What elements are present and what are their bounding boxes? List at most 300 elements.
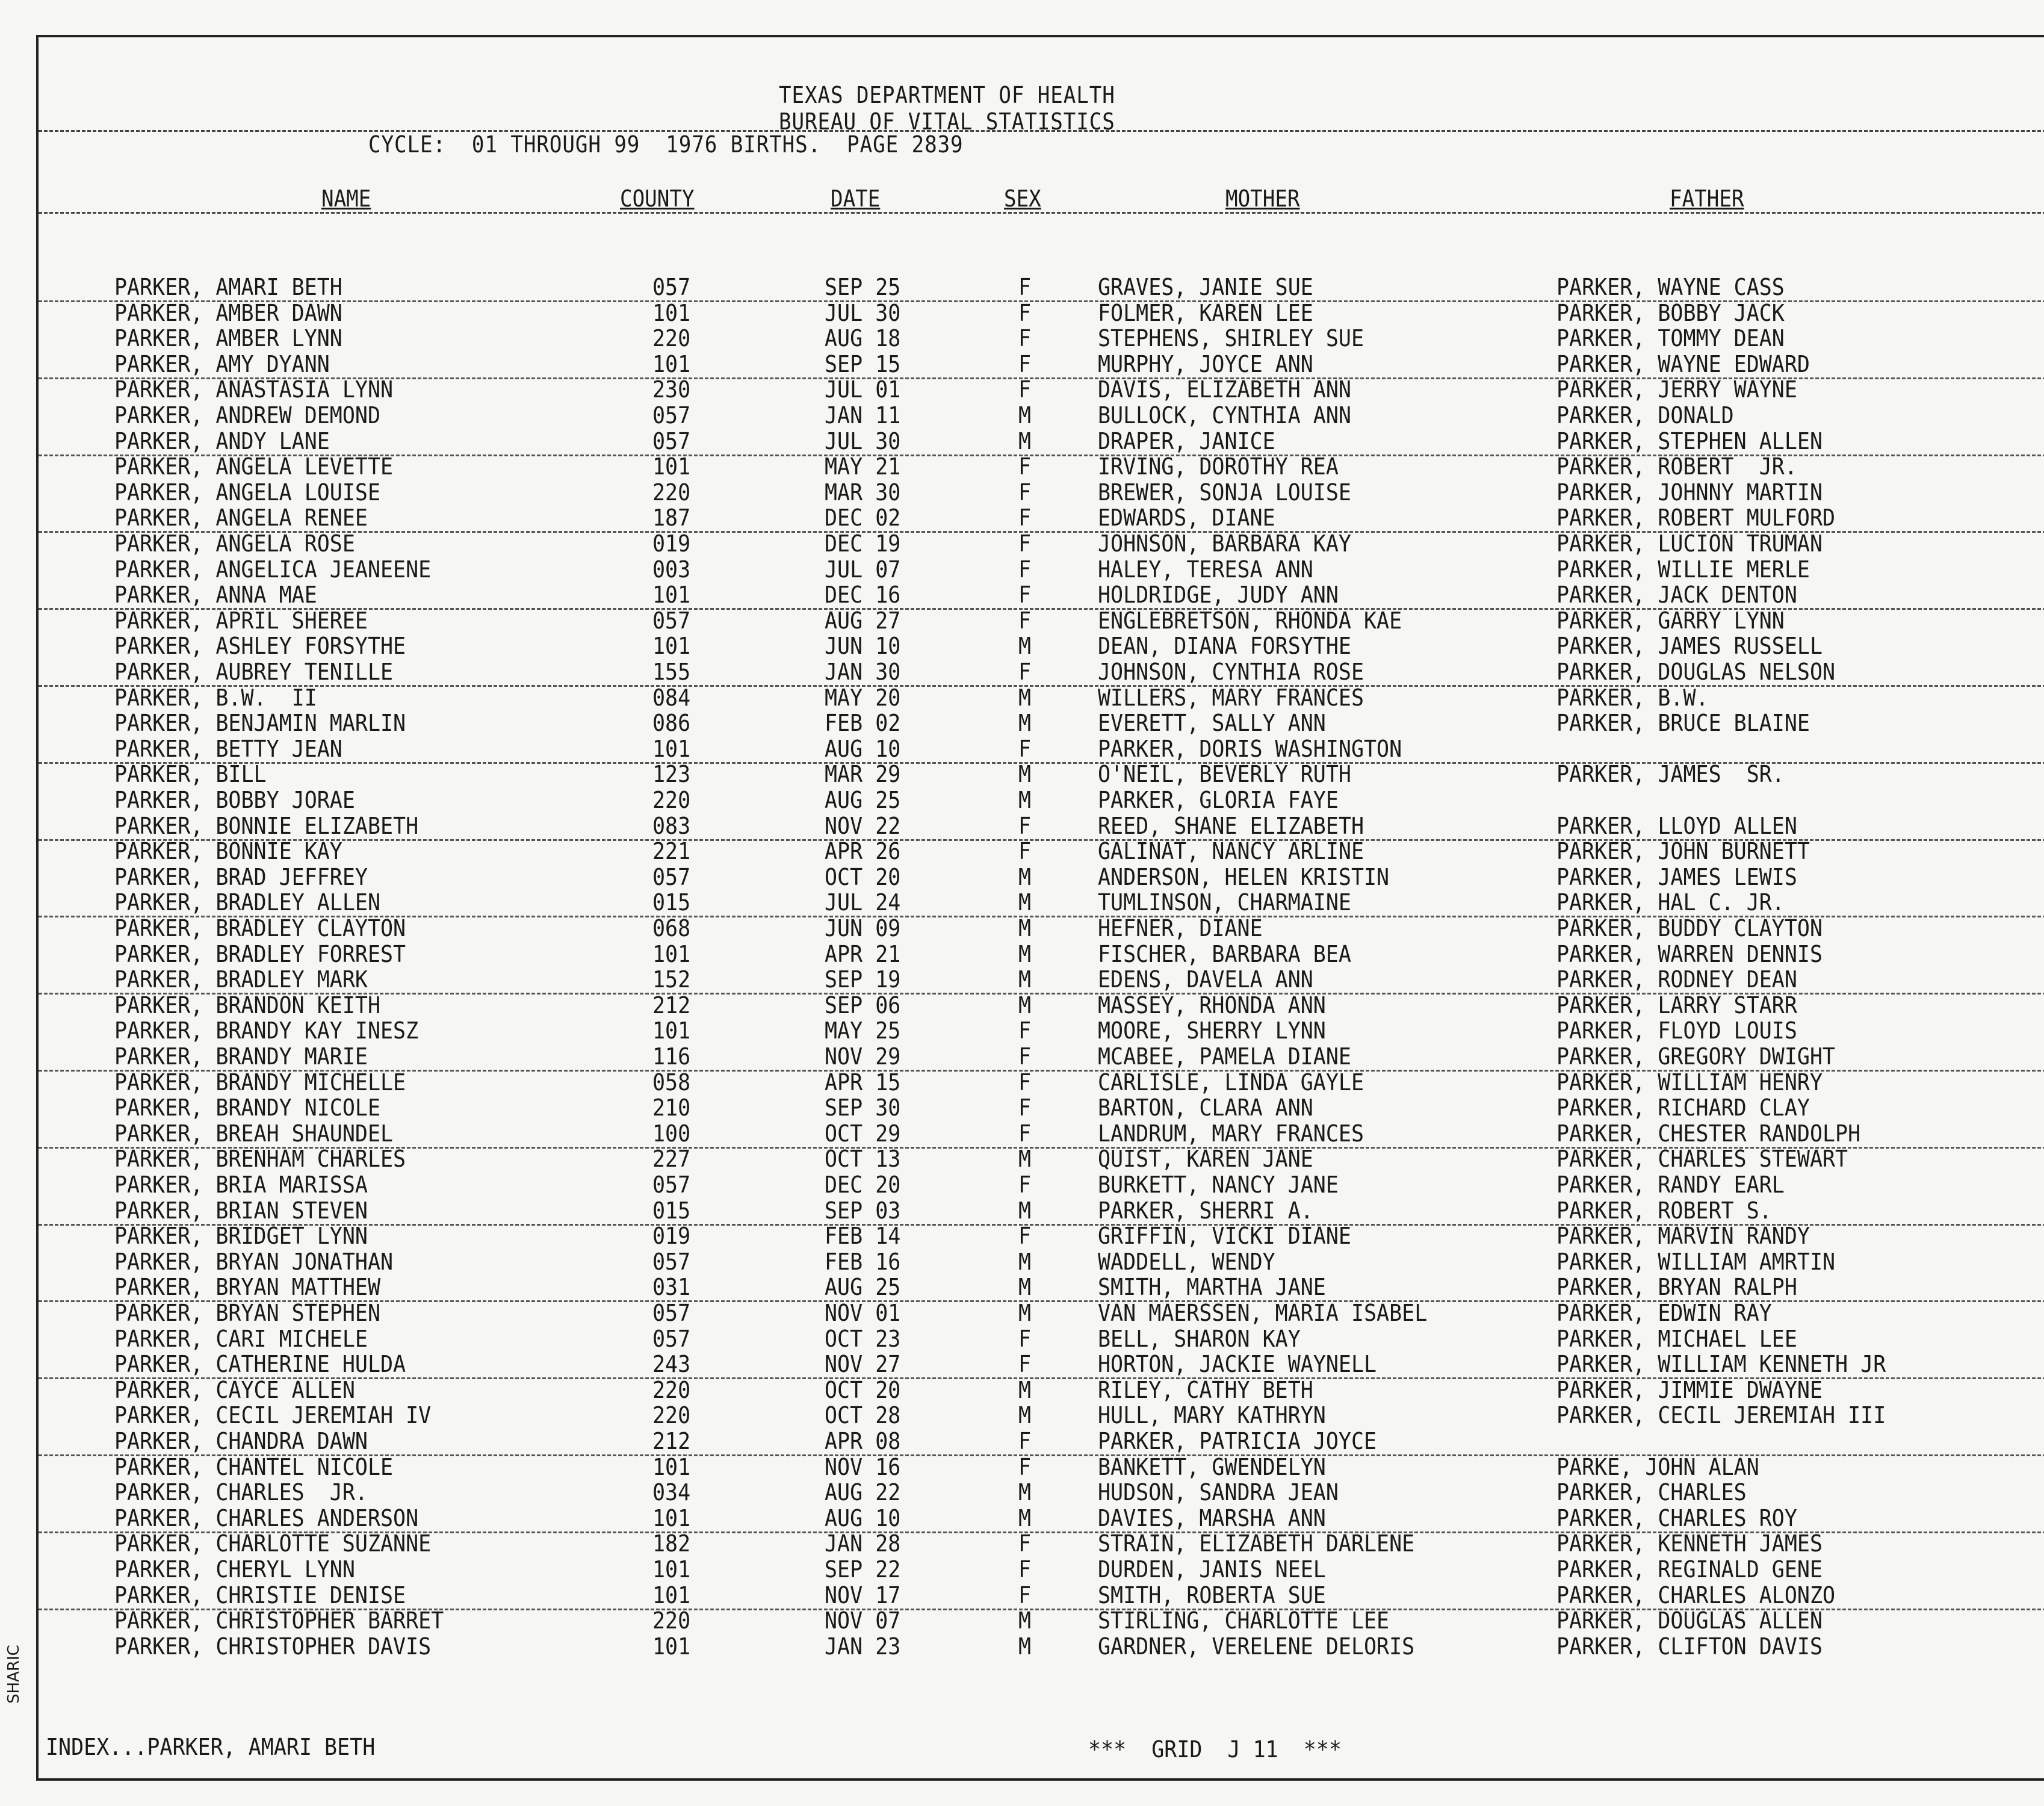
cell-sex: M — [1018, 890, 1032, 916]
cell-father: PARKER, B.W. — [1556, 684, 1709, 711]
cell-name: PARKER, BREAH SHAUNDEL — [114, 1120, 394, 1147]
table-row — [39, 1146, 2044, 1172]
cell-sex: M — [1018, 1249, 1032, 1275]
cell-name: PARKER, ANASTASIA LYNN — [114, 377, 394, 403]
cell-father: PARKER, WILLIE MERLE — [1556, 556, 1810, 583]
cell-mother: FOLMER, KAREN LEE — [1098, 300, 1313, 326]
table-row — [39, 967, 2044, 995]
cell-sex: F — [1018, 531, 1032, 557]
cell-father: PARKER, STEPHEN ALLEN — [1556, 428, 1823, 455]
cell-father: PARKER, FLOYD LOUIS — [1556, 1018, 1797, 1044]
cell-mother: ENGLEBRETSON, RHONDA KAE — [1098, 607, 1402, 634]
cell-sex: F — [1018, 326, 1032, 352]
cell-name: PARKER, ANGELA ROSE — [114, 531, 355, 557]
table-row — [39, 480, 2044, 506]
cell-father: PARKER, DOUGLAS NELSON — [1556, 659, 1836, 685]
table-row — [39, 352, 2044, 379]
cell-date: NOV 07 — [825, 1608, 901, 1634]
table-row — [39, 1506, 2044, 1533]
table-row — [39, 1454, 2044, 1480]
cell-date: NOV 01 — [825, 1300, 901, 1326]
table-row — [39, 1531, 2044, 1557]
cell-date: JUL 30 — [825, 428, 901, 455]
cell-name: PARKER, BRANDON KEITH — [114, 992, 381, 1019]
table-row — [39, 1249, 2044, 1275]
cell-county: 227 — [652, 1146, 691, 1173]
cell-county: 019 — [652, 531, 691, 557]
cell-date: FEB 16 — [825, 1249, 901, 1275]
cell-name: PARKER, ANDY LANE — [114, 428, 330, 455]
cell-mother: VAN MAERSSEN, MARIA ISABEL — [1098, 1300, 1428, 1326]
table-row — [39, 1351, 2044, 1379]
cell-date: APR 08 — [825, 1429, 901, 1454]
cell-mother: DURDEN, JANIS NEEL — [1098, 1557, 1326, 1583]
cell-date: DEC 20 — [825, 1172, 901, 1198]
cell-sex: M — [1018, 1377, 1032, 1403]
cell-county: 101 — [652, 300, 691, 326]
cell-county: 187 — [652, 505, 691, 532]
cell-name: PARKER, AMY DYANN — [114, 351, 330, 377]
cell-date: SEP 30 — [825, 1095, 901, 1122]
cell-father: PARKER, CHARLES — [1556, 1480, 1747, 1506]
document-sheet — [36, 35, 2044, 1781]
cell-name: PARKER, BENJAMIN MARLIN — [114, 710, 406, 737]
cell-date: FEB 14 — [825, 1223, 901, 1250]
cell-sex: M — [1018, 1197, 1032, 1224]
cell-county: 243 — [652, 1351, 691, 1378]
header-rule — [39, 130, 2044, 132]
cell-mother: RILEY, CATHY BETH — [1098, 1377, 1313, 1403]
cycle-line: CYCLE: 01 THROUGH 99 1976 BIRTHS. PAGE 2839 — [368, 131, 964, 158]
cell-mother: BANKETT, GWENDELYN — [1098, 1454, 1326, 1480]
cell-name: PARKER, APRIL SHEREE — [114, 607, 368, 634]
cell-county: 220 — [652, 787, 691, 813]
cell-sex: F — [1018, 377, 1032, 403]
cell-date: NOV 17 — [825, 1582, 901, 1609]
cell-mother: FISCHER, BARBARA BEA — [1098, 941, 1351, 967]
cell-father: PARKER, JAMES LEWIS — [1556, 864, 1797, 890]
cell-father: PARKER, WARREN DENNIS — [1556, 941, 1823, 967]
cell-mother: LANDRUM, MARY FRANCES — [1098, 1120, 1364, 1147]
cell-father: PARKER, ROBERT MULFORD — [1556, 505, 1836, 532]
cell-sex: F — [1018, 1120, 1032, 1147]
cell-mother: MOORE, SHERRY LYNN — [1098, 1018, 1326, 1044]
column-headers — [39, 185, 2044, 213]
column-header-rule — [39, 212, 2044, 214]
cell-county: 220 — [652, 1608, 691, 1634]
cell-sex: F — [1018, 1044, 1032, 1070]
cell-sex: F — [1018, 1069, 1032, 1096]
cell-father: PARKER, WILLIAM HENRY — [1556, 1069, 1823, 1096]
cell-date: AUG 18 — [825, 326, 901, 352]
cell-father: PARKER, WAYNE CASS — [1556, 275, 1785, 300]
cell-sex: F — [1018, 1018, 1032, 1044]
cell-father: PARKER, JAMES SR. — [1556, 762, 1785, 788]
cell-date: OCT 20 — [825, 1377, 901, 1403]
cell-name: PARKER, ANGELA LEVETTE — [114, 454, 394, 480]
cell-mother: SMITH, ROBERTA SUE — [1098, 1582, 1326, 1609]
table-row — [39, 1480, 2044, 1506]
cell-date: MAY 20 — [825, 684, 901, 711]
cell-date: NOV 22 — [825, 813, 901, 839]
cell-sex: M — [1018, 1633, 1032, 1660]
cell-father: PARKER, BUDDY CLAYTON — [1556, 916, 1823, 942]
cell-name: PARKER, CHANDRA DAWN — [114, 1429, 368, 1454]
table-row — [39, 505, 2044, 533]
cell-name: PARKER, BRADLEY FORREST — [114, 941, 406, 967]
cell-sex: M — [1018, 864, 1032, 890]
cell-name: PARKER, BRADLEY ALLEN — [114, 890, 381, 916]
cell-father: PARKER, BOBBY JACK — [1556, 300, 1785, 326]
cell-name: PARKER, BRANDY MARIE — [114, 1044, 368, 1070]
cell-county: 152 — [652, 967, 691, 993]
table-row — [39, 762, 2044, 787]
cell-sex: F — [1018, 556, 1032, 583]
cell-mother: HEFNER, DIANE — [1098, 916, 1263, 942]
cell-sex: F — [1018, 1172, 1032, 1198]
cell-sex: M — [1018, 787, 1032, 813]
cell-sex: M — [1018, 1403, 1032, 1429]
cell-mother: PARKER, DORIS WASHINGTON — [1098, 736, 1402, 762]
table-row — [39, 1429, 2044, 1456]
cell-mother: MURPHY, JOYCE ANN — [1098, 351, 1313, 377]
cell-mother: CARLISLE, LINDA GAYLE — [1098, 1069, 1364, 1096]
cell-mother: BARTON, CLARA ANN — [1098, 1095, 1313, 1122]
cell-county: 101 — [652, 941, 691, 967]
cell-name: PARKER, CHANTEL NICOLE — [114, 1454, 394, 1480]
cell-father: PARKE, JOHN ALAN — [1556, 1454, 1759, 1480]
cell-county: 210 — [652, 1095, 691, 1122]
cell-county: 101 — [652, 1454, 691, 1480]
cell-name: PARKER, ANGELICA JEANEENE — [114, 556, 432, 583]
cell-date: SEP 06 — [825, 992, 901, 1019]
cell-county: 101 — [652, 1633, 691, 1660]
cell-mother: STRAIN, ELIZABETH DARLENE — [1098, 1531, 1415, 1557]
cell-county: 057 — [652, 864, 691, 890]
side-label: SHARIC — [5, 1645, 23, 1704]
cell-date: SEP 03 — [825, 1197, 901, 1224]
cell-sex: F — [1018, 1531, 1032, 1557]
cell-name: PARKER, BOBBY JORAE — [114, 787, 355, 813]
table-row — [39, 1198, 2044, 1226]
cell-name: PARKER, CHERYL LYNN — [114, 1557, 355, 1583]
cell-date: JAN 23 — [825, 1633, 901, 1660]
cell-mother: BULLOCK, CYNTHIA ANN — [1098, 403, 1351, 429]
cell-sex: F — [1018, 454, 1032, 480]
cell-mother: BELL, SHARON KAY — [1098, 1326, 1301, 1352]
table-row — [39, 531, 2044, 557]
cell-date: MAY 21 — [825, 454, 901, 480]
cell-county: 057 — [652, 403, 691, 429]
cell-father: PARKER, ROBERT S. — [1556, 1197, 1772, 1224]
cell-father: PARKER, CHARLES STEWART — [1556, 1146, 1848, 1173]
cell-father: PARKER, LLOYD ALLEN — [1556, 813, 1797, 839]
cell-date: JUL 24 — [825, 890, 901, 916]
cell-father: PARKER, DONALD — [1556, 403, 1734, 429]
cell-father: PARKER, JACK DENTON — [1556, 582, 1797, 609]
cell-mother: EDWARDS, DIANE — [1098, 505, 1275, 532]
cell-date: OCT 13 — [825, 1146, 901, 1173]
table-row — [39, 1121, 2044, 1149]
table-row — [39, 454, 2044, 480]
cell-county: 015 — [652, 1197, 691, 1224]
cell-name: PARKER, BRADLEY MARK — [114, 967, 368, 993]
cell-county: 057 — [652, 275, 691, 300]
cell-father: PARKER, JAMES RUSSELL — [1556, 633, 1823, 660]
cell-mother: STIRLING, CHARLOTTE LEE — [1098, 1608, 1390, 1634]
cell-sex: M — [1018, 684, 1032, 711]
cell-sex: M — [1018, 1146, 1032, 1173]
cell-father: PARKER, WAYNE EDWARD — [1556, 351, 1810, 377]
cell-county: 212 — [652, 1429, 691, 1454]
cell-mother: EDENS, DAVELA ANN — [1098, 967, 1313, 993]
cell-mother: HOLDRIDGE, JUDY ANN — [1098, 582, 1339, 609]
column-header-mother: MOTHER — [1225, 185, 1300, 212]
cell-sex: F — [1018, 839, 1032, 865]
cell-date: APR 21 — [825, 941, 901, 967]
cell-mother: GALINAT, NANCY ARLINE — [1098, 839, 1364, 865]
cell-father: PARKER, DOUGLAS ALLEN — [1556, 1608, 1823, 1634]
cell-mother: SMITH, MARTHA JANE — [1098, 1274, 1326, 1301]
column-header-name: NAME — [321, 185, 371, 212]
cell-sex: M — [1018, 992, 1032, 1019]
cell-mother: EVERETT, SALLY ANN — [1098, 710, 1326, 737]
cell-date: DEC 16 — [825, 582, 901, 609]
cell-sex: F — [1018, 1223, 1032, 1250]
cell-father: PARKER, WILLIAM KENNETH JR — [1556, 1351, 1886, 1378]
cell-mother: ANDERSON, HELEN KRISTIN — [1098, 864, 1390, 890]
cell-name: PARKER, BRAD JEFFREY — [114, 864, 368, 890]
cell-date: AUG 25 — [825, 787, 901, 813]
cell-sex: M — [1018, 941, 1032, 967]
cell-name: PARKER, BRIAN STEVEN — [114, 1197, 368, 1224]
cell-mother: DAVIES, MARSHA ANN — [1098, 1505, 1326, 1531]
table-row — [39, 582, 2044, 610]
cell-father: PARKER, LUCION TRUMAN — [1556, 531, 1823, 557]
cell-name: PARKER, CHRISTOPHER BARRET — [114, 1608, 444, 1634]
cell-sex: F — [1018, 582, 1032, 609]
cell-county: 101 — [652, 1557, 691, 1583]
cell-date: SEP 25 — [825, 275, 901, 300]
cell-sex: M — [1018, 710, 1032, 737]
cell-county: 155 — [652, 659, 691, 685]
cell-name: PARKER, CHRISTIE DENISE — [114, 1582, 406, 1609]
table-row — [39, 1223, 2044, 1249]
cell-mother: HUDSON, SANDRA JEAN — [1098, 1480, 1339, 1506]
cell-name: PARKER, ASHLEY FORSYTHE — [114, 633, 406, 660]
table-row — [39, 916, 2044, 942]
cell-mother: HORTON, JACKIE WAYNELL — [1098, 1351, 1377, 1378]
table-row — [39, 710, 2044, 736]
cell-county: 057 — [652, 428, 691, 455]
cell-date: JUN 09 — [825, 916, 901, 942]
cell-date: MAR 29 — [825, 762, 901, 788]
cell-sex: F — [1018, 300, 1032, 326]
column-header-county: COUNTY — [620, 185, 695, 212]
cell-father: PARKER, BRUCE BLAINE — [1556, 710, 1810, 737]
table-row — [39, 1044, 2044, 1072]
cell-name: PARKER, BRIDGET LYNN — [114, 1223, 368, 1250]
cell-name: PARKER, BRYAN STEPHEN — [114, 1300, 381, 1326]
cell-mother: MASSEY, RHONDA ANN — [1098, 992, 1326, 1019]
cell-name: PARKER, BRYAN MATTHEW — [114, 1274, 381, 1301]
cell-father: PARKER, GARRY LYNN — [1556, 607, 1785, 634]
cell-date: AUG 10 — [825, 736, 901, 762]
cell-father: PARKER, CHESTER RANDOLPH — [1556, 1120, 1861, 1147]
table-row — [39, 275, 2044, 302]
cell-county: 182 — [652, 1531, 691, 1557]
cell-date: JUL 30 — [825, 300, 901, 326]
cell-sex: M — [1018, 1300, 1032, 1326]
grid-footer: *** GRID J 11 *** — [1088, 1736, 1342, 1763]
cell-father: PARKER, CHARLES ALONZO — [1556, 1582, 1836, 1609]
cell-father: PARKER, KENNETH JAMES — [1556, 1531, 1823, 1557]
cell-name: PARKER, BONNIE KAY — [114, 839, 342, 865]
cell-sex: M — [1018, 633, 1032, 660]
cell-mother: GRIFFIN, VICKI DIANE — [1098, 1223, 1351, 1250]
cell-father: PARKER, WILLIAM AMRTIN — [1556, 1249, 1836, 1275]
cell-name: PARKER, CHARLES ANDERSON — [114, 1505, 419, 1531]
cell-mother: STEPHENS, SHIRLEY SUE — [1098, 326, 1364, 352]
cell-name: PARKER, CHRISTOPHER DAVIS — [114, 1633, 432, 1660]
table-row — [39, 864, 2044, 890]
cell-mother: WILLERS, MARY FRANCES — [1098, 684, 1364, 711]
cell-date: APR 26 — [825, 839, 901, 865]
cell-mother: WADDELL, WENDY — [1098, 1249, 1275, 1275]
cell-county: 220 — [652, 1403, 691, 1429]
cell-date: OCT 23 — [825, 1326, 901, 1352]
cell-name: PARKER, CARI MICHELE — [114, 1326, 368, 1352]
cell-name: PARKER, ANGELA RENEE — [114, 505, 368, 532]
cell-father: PARKER, JOHNNY MARTIN — [1556, 479, 1823, 506]
cell-father: PARKER, RICHARD CLAY — [1556, 1095, 1810, 1122]
cell-father: PARKER, GREGORY DWIGHT — [1556, 1044, 1836, 1070]
cell-sex: M — [1018, 967, 1032, 993]
table-row — [39, 993, 2044, 1019]
cell-county: 031 — [652, 1274, 691, 1301]
cell-date: SEP 19 — [825, 967, 901, 993]
table-row — [39, 1300, 2044, 1326]
cell-sex: M — [1018, 403, 1032, 429]
cell-mother: QUIST, KAREN JANE — [1098, 1146, 1313, 1173]
cell-mother: PARKER, SHERRI A. — [1098, 1197, 1313, 1224]
cell-mother: JOHNSON, CYNTHIA ROSE — [1098, 659, 1364, 685]
cell-date: MAR 30 — [825, 479, 901, 506]
cell-county: 101 — [652, 351, 691, 377]
cell-county: 212 — [652, 992, 691, 1019]
cell-county: 101 — [652, 454, 691, 480]
cell-county: 019 — [652, 1223, 691, 1250]
cell-name: PARKER, CHARLES JR. — [114, 1480, 368, 1506]
cell-mother: DEAN, DIANA FORSYTHE — [1098, 633, 1351, 660]
cell-name: PARKER, BRANDY KAY INESZ — [114, 1018, 419, 1044]
table-row — [39, 1377, 2044, 1403]
cell-county: 220 — [652, 1377, 691, 1403]
cell-date: OCT 20 — [825, 864, 901, 890]
cell-name: PARKER, BONNIE ELIZABETH — [114, 813, 419, 839]
cell-county: 057 — [652, 1172, 691, 1198]
cell-sex: F — [1018, 1454, 1032, 1480]
table-row — [39, 1326, 2044, 1352]
table-row — [39, 1172, 2044, 1198]
cell-county: 083 — [652, 813, 691, 839]
cell-date: OCT 29 — [825, 1120, 901, 1147]
cell-name: PARKER, BRYAN JONATHAN — [114, 1249, 394, 1275]
bureau-title: BUREAU OF VITAL STATISTICS — [779, 108, 1115, 135]
cell-date: FEB 02 — [825, 710, 901, 737]
cell-sex: F — [1018, 607, 1032, 634]
table-row — [39, 1095, 2044, 1121]
cell-name: PARKER, AMBER LYNN — [114, 326, 342, 352]
cell-date: SEP 15 — [825, 351, 901, 377]
cell-sex: F — [1018, 1582, 1032, 1609]
cell-mother: JOHNSON, BARBARA KAY — [1098, 531, 1351, 557]
cell-name: PARKER, BRADLEY CLAYTON — [114, 916, 406, 942]
cell-sex: F — [1018, 1095, 1032, 1122]
cell-county: 220 — [652, 326, 691, 352]
cell-name: PARKER, ANDREW DEMOND — [114, 403, 381, 429]
cell-sex: M — [1018, 1505, 1032, 1531]
cell-date: NOV 16 — [825, 1454, 901, 1480]
cell-county: 116 — [652, 1044, 691, 1070]
cell-county: 101 — [652, 1582, 691, 1609]
cell-sex: M — [1018, 762, 1032, 788]
cell-father: PARKER, ROBERT JR. — [1556, 454, 1797, 480]
cell-county: 034 — [652, 1480, 691, 1506]
cell-date: JAN 28 — [825, 1531, 901, 1557]
column-header-date: DATE — [831, 185, 881, 212]
cell-name: PARKER, B.W. II — [114, 684, 317, 711]
cell-county: 220 — [652, 479, 691, 506]
table-row — [39, 736, 2044, 764]
cell-mother: REED, SHANE ELIZABETH — [1098, 813, 1364, 839]
cell-sex: F — [1018, 659, 1032, 685]
cell-name: PARKER, AUBREY TENILLE — [114, 659, 394, 685]
cell-date: JUN 10 — [825, 633, 901, 660]
cell-county: 221 — [652, 839, 691, 865]
cell-date: JAN 30 — [825, 659, 901, 685]
cell-mother: IRVING, DOROTHY REA — [1098, 454, 1339, 480]
cell-county: 101 — [652, 1018, 691, 1044]
cell-date: MAY 25 — [825, 1018, 901, 1044]
cell-date: DEC 19 — [825, 531, 901, 557]
table-row — [39, 557, 2044, 583]
cell-sex: F — [1018, 505, 1032, 532]
cell-date: AUG 25 — [825, 1274, 901, 1301]
cell-date: AUG 27 — [825, 607, 901, 634]
cell-name: PARKER, ANNA MAE — [114, 582, 317, 609]
cell-date: JAN 11 — [825, 403, 901, 429]
cell-county: 003 — [652, 556, 691, 583]
cell-name: PARKER, CATHERINE HULDA — [114, 1351, 406, 1378]
cell-mother: HALEY, TERESA ANN — [1098, 556, 1313, 583]
cell-date: NOV 27 — [825, 1351, 901, 1378]
cell-mother: DRAPER, JANICE — [1098, 428, 1275, 455]
cell-mother: TUMLINSON, CHARMAINE — [1098, 890, 1351, 916]
cell-sex: M — [1018, 916, 1032, 942]
index-footer: INDEX...PARKER, AMARI BETH — [46, 1734, 376, 1760]
table-row — [39, 1634, 2044, 1660]
cell-father: PARKER, CHARLES ROY — [1556, 1505, 1797, 1531]
cell-county: 015 — [652, 890, 691, 916]
table-row — [39, 1557, 2044, 1583]
cell-father: PARKER, JERRY WAYNE — [1556, 377, 1797, 403]
cell-name: PARKER, BRANDY NICOLE — [114, 1095, 381, 1122]
cell-county: 057 — [652, 607, 691, 634]
cell-county: 123 — [652, 762, 691, 788]
cell-sex: F — [1018, 1326, 1032, 1352]
cell-father: PARKER, JOHN BURNETT — [1556, 839, 1810, 865]
